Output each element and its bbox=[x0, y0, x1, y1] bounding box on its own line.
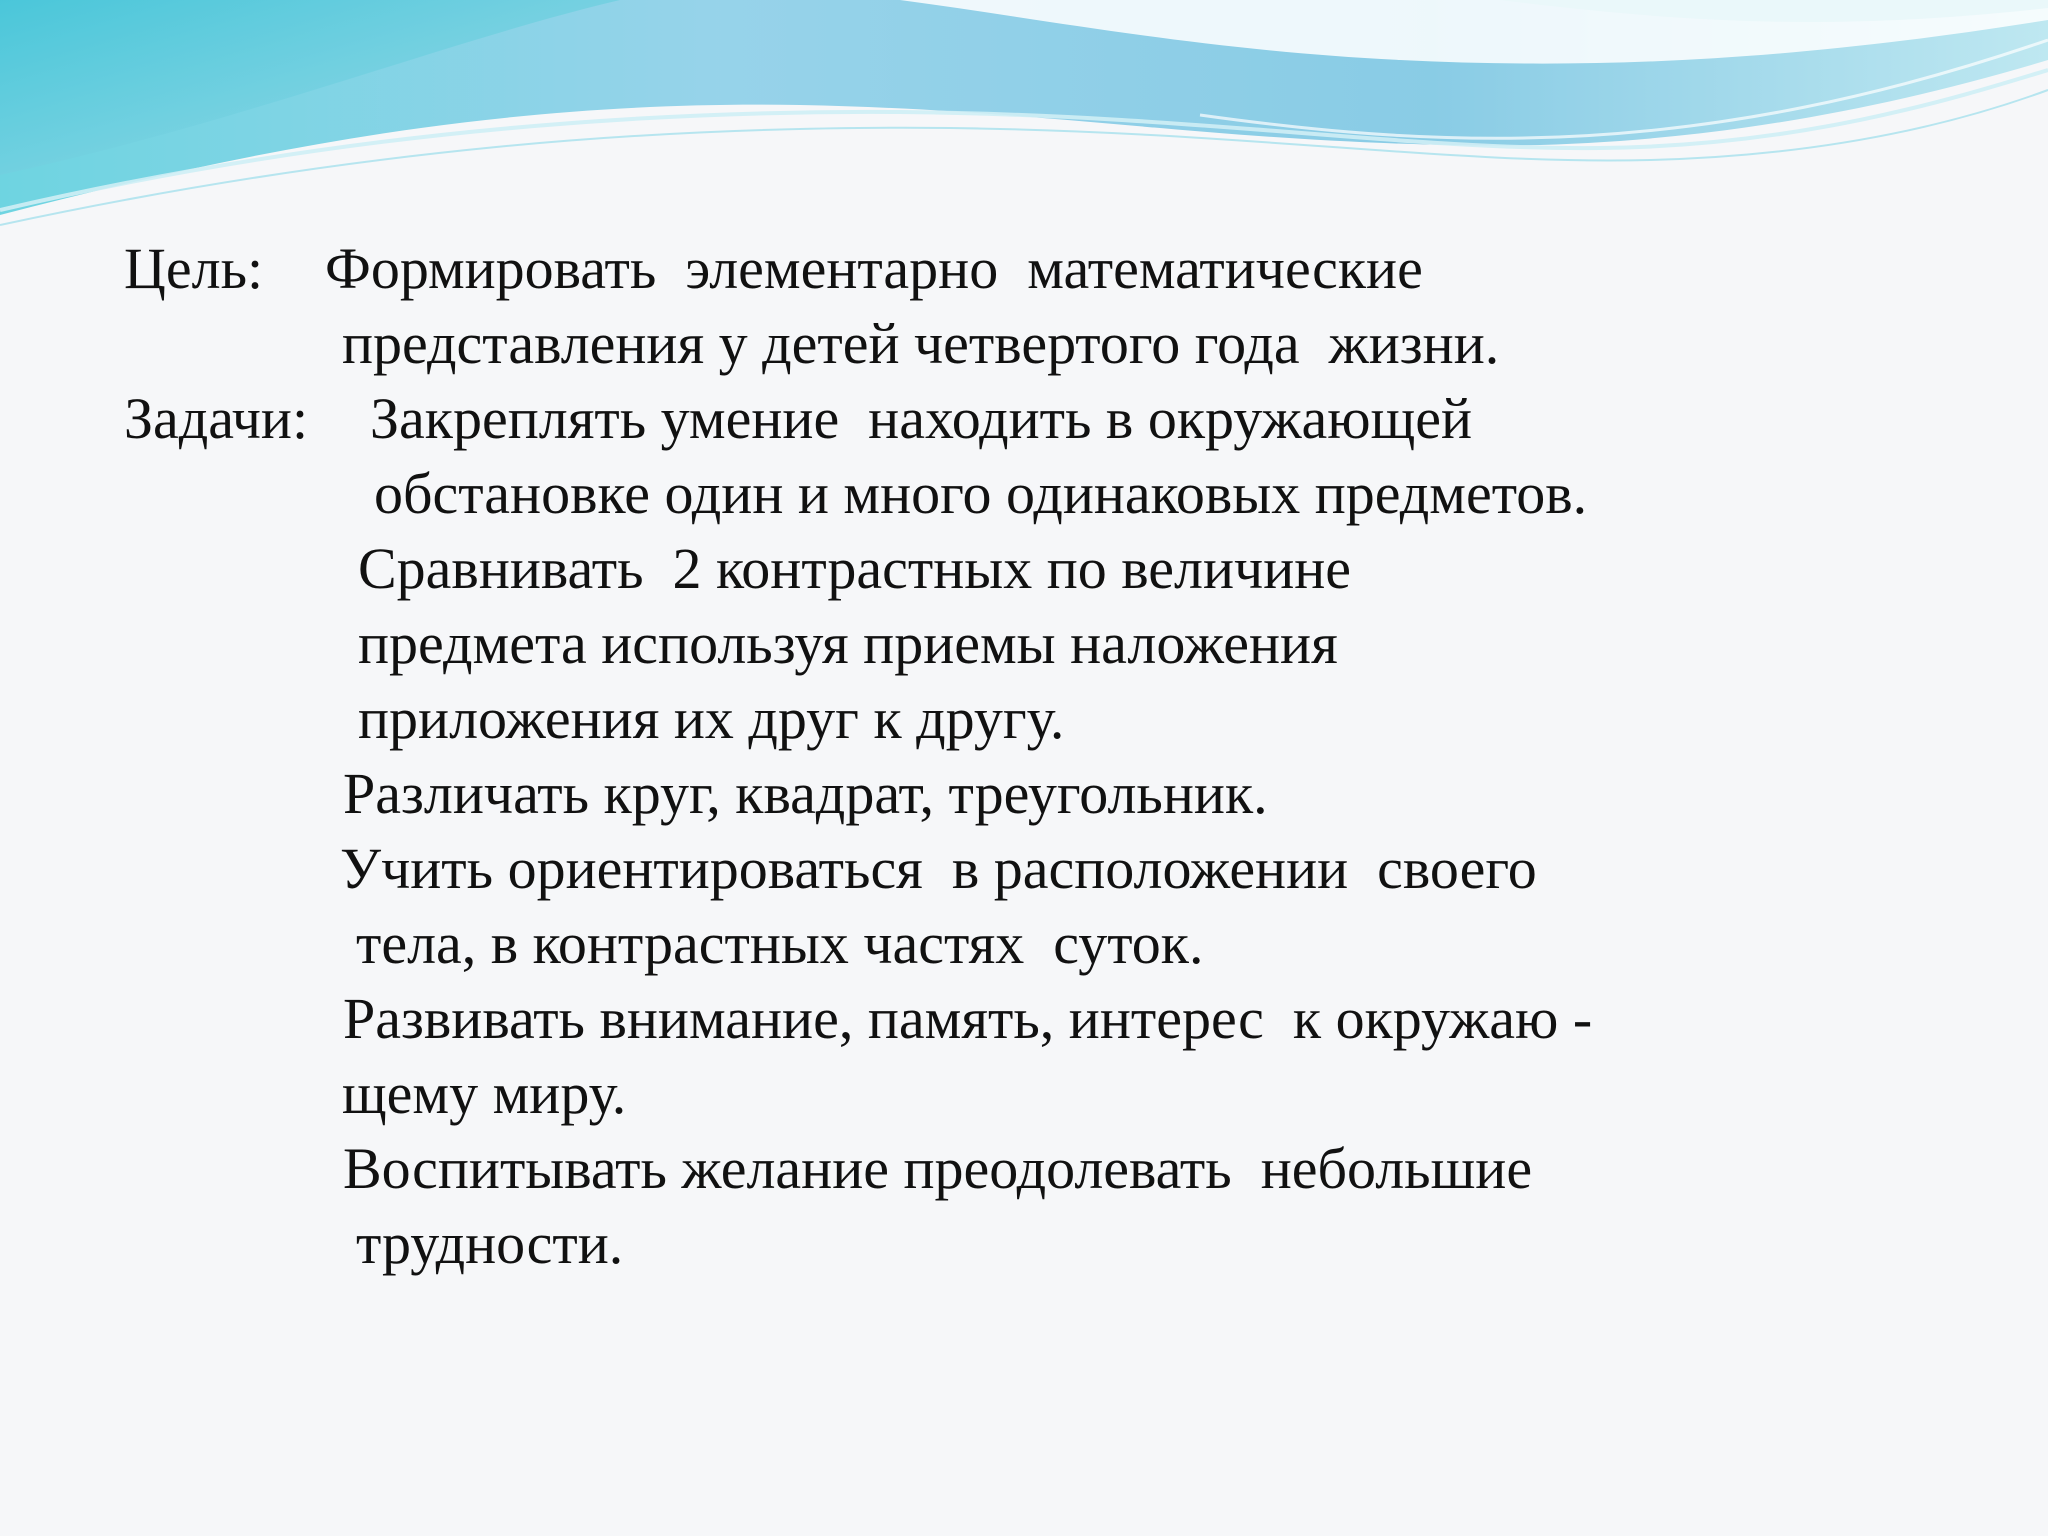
task-1-line-1: Закреплять умение находить в окружающей bbox=[370, 386, 1473, 451]
task-2-line-2: предмета используя приемы наложения bbox=[358, 611, 1338, 676]
task-5-line-2: щему миру. bbox=[342, 1061, 627, 1126]
task-5-line-1: Развивать внимание, память, интерес к окружаю - bbox=[343, 986, 1593, 1051]
task-6-line-1: Воспитывать желание преодолевать небольшие bbox=[343, 1136, 1533, 1201]
goal-text-line-1: Формировать элементарно математические bbox=[325, 236, 1423, 301]
task-4-line-2: тела, в контрастных частях суток. bbox=[356, 911, 1204, 976]
task-2-line-1: Сравнивать 2 контрастных по величине bbox=[358, 536, 1352, 601]
task-3-line-1: Различать круг, квадрат, треугольник. bbox=[343, 761, 1268, 826]
task-1-line-2: обстановке один и много одинаковых предметов. bbox=[374, 461, 1588, 526]
header-wave-decoration bbox=[0, 0, 2048, 260]
tasks-label: Задачи: bbox=[124, 386, 309, 451]
goal-text-line-2: представления у детей четвертого года жизни. bbox=[342, 311, 1500, 376]
goal-label: Цель: bbox=[124, 236, 264, 301]
task-2-line-3: приложения их друг к другу. bbox=[358, 686, 1065, 751]
task-4-line-1: Учить ориентироваться в расположении своего bbox=[340, 836, 1537, 901]
task-6-line-2: трудности. bbox=[356, 1211, 624, 1276]
